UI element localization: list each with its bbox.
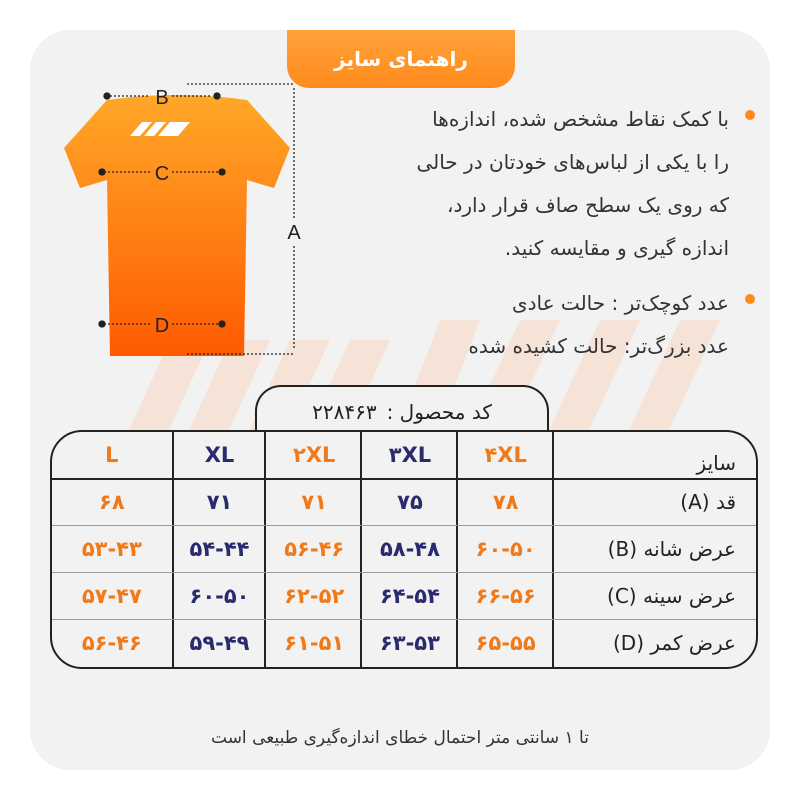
product-code-value: ۲۲۸۴۶۳ [312, 400, 377, 424]
table-row: ۶۸ ۷۱ ۷۱ ۷۵ ۷۸ قد (A) [52, 479, 756, 525]
row-label: عرض سینه (C) [607, 584, 736, 608]
row-label: قد (A) [680, 490, 736, 514]
label-a: A [287, 222, 301, 244]
product-code-label: کد محصول : [386, 400, 492, 424]
size-header-3xl: ۳XL [388, 443, 432, 467]
size-table [50, 430, 758, 669]
table-row: ۵۷-۴۷ ۶۰-۵۰ ۶۲-۵۲ ۶۴-۵۴ ۶۶-۵۶ عرض سینه (C) [52, 573, 756, 619]
instruction-bullet-1: با کمک نقاط مشخص شده، اندازه‌ها را با یکی از لباس‌های خودتان در حالی که روی یک سطح صاف قرار دارد، اندازه گیری و مقایسه کنید. [305, 98, 755, 270]
table-row: ۵۶-۴۶ ۵۹-۴۹ ۶۱-۵۱ ۶۳-۵۳ ۶۵-۵۵ عرض کمر (D) [52, 620, 756, 666]
page-title: راهنمای سایز [287, 30, 515, 88]
label-b: B [155, 87, 169, 109]
instructions [305, 98, 755, 368]
size-header-xl: XL [204, 443, 235, 467]
label-c: C [154, 163, 170, 185]
bullet-dot-icon [745, 110, 755, 120]
bullet-dot-icon [745, 294, 755, 304]
table-row: ۵۳-۴۳ ۵۴-۴۴ ۵۶-۴۶ ۵۸-۴۸ ۶۰-۵۰ عرض شانه (B) [52, 526, 756, 572]
size-header-l: L [105, 443, 119, 467]
size-header-2xl: ۲XL [293, 443, 336, 467]
row-label: عرض شانه (B) [607, 537, 736, 561]
footnote: تا ۱ سانتی متر احتمال خطای اندازه‌گیری طبیعی است [211, 728, 589, 748]
tshirt-diagram [62, 87, 301, 358]
instruction-bullet-2: عدد کوچک‌تر : حالت عادی عدد بزرگ‌تر: حالت کشیده شده [305, 282, 755, 368]
size-header-4xl: ۴XL [484, 443, 527, 467]
row-label: عرض کمر (D) [612, 631, 736, 655]
label-d: D [154, 315, 170, 337]
size-header-label: سایز [696, 451, 736, 475]
table-header-row [52, 432, 756, 478]
